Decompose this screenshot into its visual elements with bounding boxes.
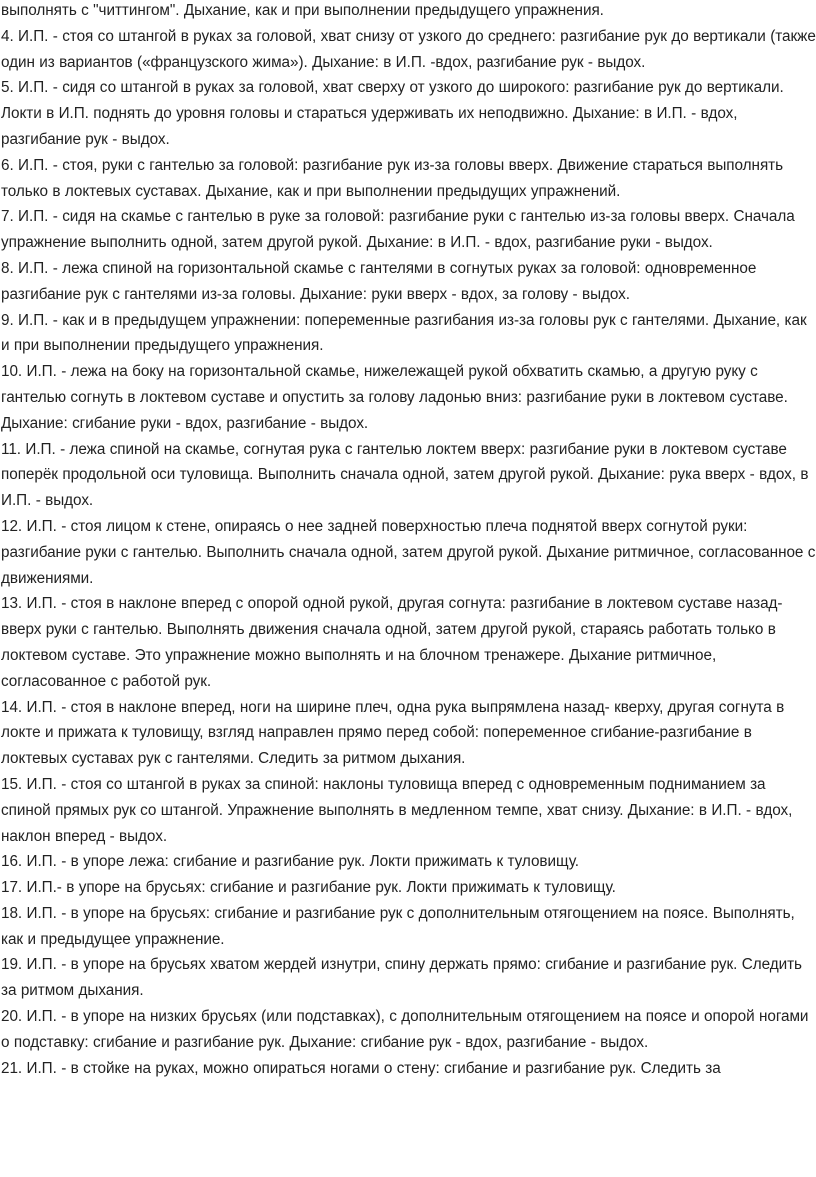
exercise-item-21: 21. И.П. - в стойке на руках, можно опираться ногами о стену: сгибание и разгибание рук. Следить за (1, 1059, 721, 1077)
exercise-item-18: 18. И.П. - в упоре на брусьях: сгибание и разгибание рук с дополнительным отягощением на поясе. Выполнять, как и предыдущее упражнение. (1, 904, 795, 948)
exercise-item-4: 4. И.П. - стоя со штангой в руках за головой, хват снизу от узкого до среднего: разгибание рук до вертикали (также один из вариантов («французского жима»). Дыхание: в И.П. -вдох, разгибание рук - выдох. (1, 27, 816, 71)
exercise-item-9: 9. И.П. - как и в предыдущем упражнении: попеременные разгибания из-за головы рук с гантелями. Дыхание, как и при выполнении предыдущего упражнения. (1, 311, 807, 355)
exercise-item-19: 19. И.П. - в упоре на брусьях хватом жердей изнутри, спину держать прямо: сгибание и разгибание рук. Следить за ритмом дыхания. (1, 956, 802, 1000)
exercise-item-11: 11. И.П. - лежа спиной на скамье, согнутая рука с гантелью локтем вверх: разгибание руки в локтевом суставе поперёк продольной оси туловища. Выполнить сначала одной, затем другой рукой. Дыхание: рука вверх - вдох, в И.П. - выдох. (1, 440, 809, 510)
exercise-item-12: 12. И.П. - стоя лицом к стене, опираясь о нее задней поверхностью плеча поднятой вверх согнутой руки: разгибание руки с гантелью. Выполнить сначала одной, затем другой рукой. Дыхание ритмичное, согласованное с движениями. (1, 517, 816, 587)
paragraph-continuation: выполнять с "читтингом". Дыхание, как и при выполнении предыдущего упражнения. (1, 2, 604, 19)
exercise-item-10: 10. И.П. - лежа на боку на горизонтальной скамье, нижележащей рукой обхватить скамью, а другую руку с гантелью согнуть в локтевом суставе и опустить за голову ладонью вниз: разгибание руки в локтевом суставе. Дыхание: сгибание руки - вдох, разгибание - выдох. (1, 363, 788, 432)
exercise-item-16: 16. И.П. - в упоре лежа: сгибание и разгибание рук. Локти прижимать к туловищу. (1, 853, 579, 871)
exercise-item-8: 8. И.П. - лежа спиной на горизонтальной скамье с гантелями в согнутых руках за головой: одновременное разгибание рук с гантелями из-за головы. Дыхание: руки вверх - вдох, за голову - выдох. (1, 259, 757, 303)
exercise-item-7: 7. И.П. - сидя на скамье с гантелью в руке за головой: разгибание руки с гантелью из-за головы вверх. Сначала упражнение выполнить одной, затем другой рукой. Дыхание: в И.П. - вдох, разгибание руки - выдох. (1, 208, 795, 252)
exercise-item-5: 5. И.П. - сидя со штангой в руках за головой, хват сверху от узкого до широкого: разгибание рук до вертикали. Локти в И.П. поднять до уровня головы и стараться удерживать их неподвижно. Дыхание: в И.П. - вдох, разгибание рук - выдох. (1, 79, 784, 148)
exercise-item-14: 14. И.П. - стоя в наклоне вперед, ноги на ширине плеч, одна рука выпрямлена назад- кверху, другая согнута в локте и прижата к туловищу, взгляд направлен прямо перед собой: попеременное сгибание-разгибание в локтевых суставах рук с гантелями. Следить за ритмом дыхания. (1, 698, 785, 768)
exercise-item-20: 20. И.П. - в упоре на низких брусьях (или подставках), с дополнительным отягощением на поясе и опорой ногами о подставку: сгибание и разгибание рук. Дыхание: сгибание рук - вдох, разгибание - выдох. (1, 1008, 809, 1051)
exercise-item-17: 17. И.П.- в упоре на брусьях: сгибание и разгибание рук. Локти прижимать к туловищу. (1, 879, 616, 897)
exercise-item-13: 13. И.П. - стоя в наклоне вперед с опорой одной рукой, другая согнута: разгибание в локтевом суставе назад- вверх руки с гантелью. Выполнять движения сначала одной, затем другой рукой, стараясь работать только в локтевом суставе. Это упражнение можно выполнять и на блочном тренажере. Дыхание ритмичное, согласованное с работой рук. (1, 595, 783, 690)
exercise-item-6: 6. И.П. - стоя, руки с гантелью за головой: разгибание рук из-за головы вверх. Движение стараться выполнять только в локтевых суставах. Дыхание, как и при выполнении предыдущих упражнений. (1, 156, 784, 200)
exercise-item-15: 15. И.П. - стоя со штангой в руках за спиной: наклоны туловища вперед с одновременным подниманием за спиной прямых рук со штангой. Упражнение выполнять в медленном темпе, хват снизу. Дыхание: в И.П. - вдох, наклон вперед - выдох. (1, 775, 793, 845)
